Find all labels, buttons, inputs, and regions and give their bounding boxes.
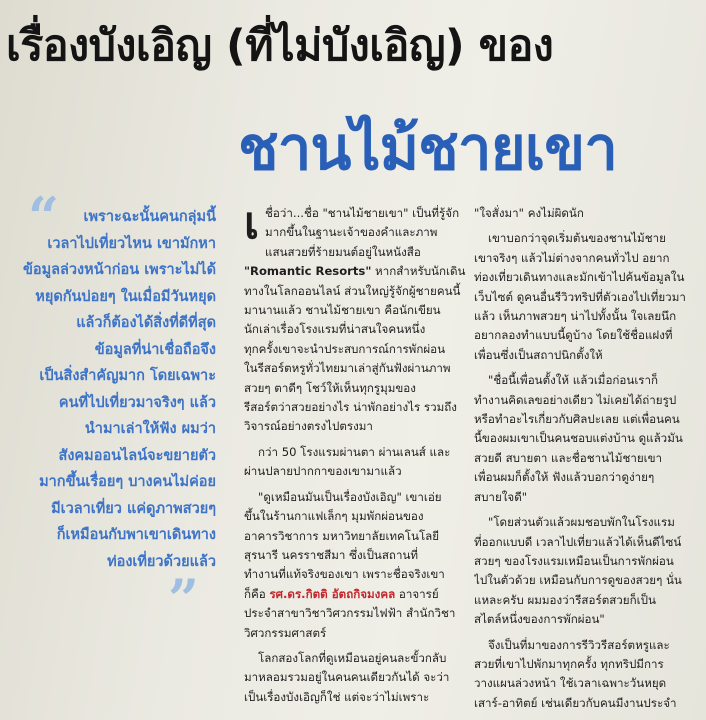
text-line: มานานแล้ว ชานไม้ชายเขา คือนักเขียน [244,303,441,318]
text-line: เพื่อนผมก็ตั้งให้ ฟังแล้วบอกว่าดูง่ายๆ [474,470,655,485]
text-line [244,262,466,281]
text-line: วางแผนล่วงหน้า ใช้เวลาเฉพาะวันหยุด [474,676,667,691]
paragraph-3 [474,365,696,507]
person-name: รศ.ดร.กิตติ อัตถกิจมงคล [269,586,396,601]
headline: เรื่องบังเอิญ (ที่ไม่บังเอิญ) ของ [6,21,554,71]
text-line: สบายใจดี" [474,489,528,504]
text-line: เพื่อนซึ่งเป็นสถาปนิกตั้งให้ [474,347,603,362]
text-run: อาจารย์ [395,586,439,601]
text-line: สวยที่เขาไปพักมาทุกครั้ง ทุกทริปมีการ [474,656,664,671]
text-line: ทำงานคิดเลขอย่างเดียว ไม่เคยได้ถ่ายรูป [474,392,677,407]
text-line: ชื่อว่า...ชื่อ "ชานไม้ชายเขา" เป็นที่รู้จัก [265,206,460,220]
text-line: แหละครับ ผมมองว่ารีสอร์ตสวยก็เป็น [474,592,656,607]
text-line: หรือทำอะไรเกี่ยวกับศิลปะเลย แต่เพื่อนคน [474,412,680,427]
paragraph-4 [474,507,696,629]
text-line: ทำงานที่แท้จริงของเขา เพราะชื่อจริงเขา [244,567,445,582]
text-line: เขาจริงๆ แล้วไม่ต่างจากคนทั่วไป อยาก [474,250,670,265]
text-line [244,585,466,604]
text-line: เขาบอกว่าจุดเริ่มต้นของชานไม้ชาย [488,231,666,246]
paragraph-4 [244,643,466,707]
text-line: "ดูเหมือนมันเป็นเรื่องบังเอิญ" เขาเอ่ย [258,489,442,504]
text-line: มาหลอมรวมอยู่ในคนคนเดียวกันได้ จะว่า [244,670,450,685]
text-line: ในรีสอร์ตหรูทั่วไทยมาเล่าสู่กันฟังผ่านภาพ [244,361,451,376]
paragraph-2 [474,223,696,365]
paragraph-1 [474,204,696,223]
text-line: ประจำสาขาวิชาวิศวกรรมไฟฟ้า สำนักวิชา [244,606,456,621]
pull-quote-line: หยุดกันบ่อยๆ ในเมื่อมีวันหยุด [35,288,216,305]
pull-quote-line: เพราะฉะนั้นคนกลุ่มนี้ [83,209,216,225]
pull-quote-line: มีเวลาเที่ยว แค่ดูภาพสวยๆ [51,500,216,517]
text-line: นักเล่าเรื่องโรงแรมที่น่าสนใจคนหนึ่ง [244,322,426,337]
paragraph-3 [244,482,466,585]
text-line: เป็นเรื่องบังเอิญก็ใช่ แต่จะว่าไม่เพราะ [244,689,430,704]
text-line: ที่ออกแบบดี เวลาไปเที่ยวแล้วได้เห็นดีไซน์ [474,534,682,549]
book-title: "Romantic Resorts" [244,264,372,279]
text-line: "โดยส่วนตัวแล้วผมชอบพักในโรงแรม [488,515,675,530]
text-run: หากสำหรับนักเดิน [371,264,466,279]
pull-quote-line: เป็นสิ่งสำคัญมาก โดยเฉพาะ [39,368,216,384]
paragraph-2 [244,437,466,482]
text-line: รีสอร์ตว่าสวยอย่างไร น่าพักอย่างไร รวมถึง [244,400,457,415]
text-line: มากขึ้นในฐานะเจ้าของคำและภาพ [265,225,438,240]
pull-quote-line: ข้อมูลที่น่าเชื่อถือจึง [94,341,216,358]
article-column-3 [474,204,696,713]
pull-quote-line: ท่องเที่ยวด้วยแล้ว [107,553,216,570]
paragraph-5 [474,630,696,714]
text-line: เสาร์-อาทิตย์ เช่นเดียวกับคนมีงานประจำ [474,695,677,710]
text-line: สวยๆ ของโรงแรมเหมือนเป็นการพักผ่อน [474,553,674,568]
text-line: ทางในโลกออนไลน์ ส่วนใหญ่รู้จักผู้ชายคนนี้ [244,283,461,298]
text-line: อาคารวิชาการ มหาวิทยาลัยเทคโนโลยี [244,528,440,543]
pull-quote-line: ข้อมูลล่วงหน้าก่อน เพราะไม่ได้ [22,262,216,278]
text-line: กว่า 50 โรงแรมผ่านตา ผ่านเลนส์ และ [258,444,451,459]
text-run: ก็คือ [244,586,270,601]
article-column-2 [244,198,466,707]
pull-quote [16,204,216,575]
text-line: ทุกครั้งเขาจะนำประสบการณ์การพักผ่อน [244,341,446,356]
text-line: สวยๆ ตาดีๆ โชว์ให้เห็นทุกรูมุมของ [244,380,416,395]
text-line: ผ่านปลายปากกาของเขามาแล้ว [244,464,402,479]
text-line: ขึ้นในร้านกาแฟเล็กๆ มุมพักผ่อนของ [244,509,424,524]
pull-quote-line: คนที่ไปเที่ยวมาจริงๆ แล้ว [58,394,216,411]
text-line: วิจารณ์อย่างตรงไปตรงมา [244,419,373,434]
text-line: วิศวกรรมศาสตร์ [244,625,327,640]
text-line: แสนสวยที่ร้ายมนต์อยู่ในหนังสือ [265,244,421,259]
text-line: สไตล์หนึ่งของการพักผ่อน" [474,612,605,627]
text-line: สวยดี สบายตา และชื่อชานไม้ชายเขา [474,450,663,465]
drop-cap: เ [244,198,260,249]
text-line: "ใจสั่งมา" คงไม่ผิดนัก [474,206,584,220]
text-line: เว็บไซต์ ดูคนอื่นรีวิวทริปที่ตัวเองไปเที่ยวมา [474,289,686,304]
pull-quote-line: นำมาเล่าให้ฟัง ผมว่า [84,421,216,437]
pull-quote-line: แล้วก็ต้องได้สิ่งที่ดีที่สุด [76,315,216,331]
text-line: สุรนารี นครราชสีมา ซึ่งเป็นสถานที่ [244,547,419,562]
pull-quote-line: เวลาไปเที่ยวไหน เขามักหา [47,235,216,252]
text-line: แล้ว เห็นภาพสวยๆ น่าไปทั้งนั้น ใจเลยนึก [474,309,677,324]
quote-close-icon: ” [168,567,200,631]
text-line: "ชื่อนี้เพื่อนตั้งให้ แล้วเมื่อก่อนเราก็ [488,373,659,388]
text-line: ไปในตัวด้วย เหมือนกับการดูของสวยๆ นั่น [474,573,682,588]
paragraph-intro [244,198,466,437]
text-line: โลกสองโลกที่ดูเหมือนอยู่คนละขั้วกลับ [258,650,447,665]
text-line: จึงเป็นที่มาของการรีวิวรีสอร์ตหรูและ [488,637,670,652]
subhead-title: ชานไม้ชายเขา [238,114,617,184]
pull-quote-line: มากขึ้นเรื่อยๆ บางคนไม่ค่อย [39,474,216,490]
pull-quote-line: ก็เหมือนกับพาเขาเดินทาง [56,527,216,543]
quote-open-icon: “ [28,185,60,249]
pull-quote-line: สังคมออนไลน์จะขยายตัว [58,447,216,464]
text-line: อยากลองทำแบบนี้ดูบ้าง โดยใช้ชื่อแฝงที่ [474,328,673,343]
text-line: นี้ของผมเขาเป็นคนชอบแต่งบ้าน ดูแล้วมัน [474,431,683,446]
text-line: ท่องเที่ยวเดินทางและมักเข้าไปค้นข้อมูลใน [474,270,685,285]
